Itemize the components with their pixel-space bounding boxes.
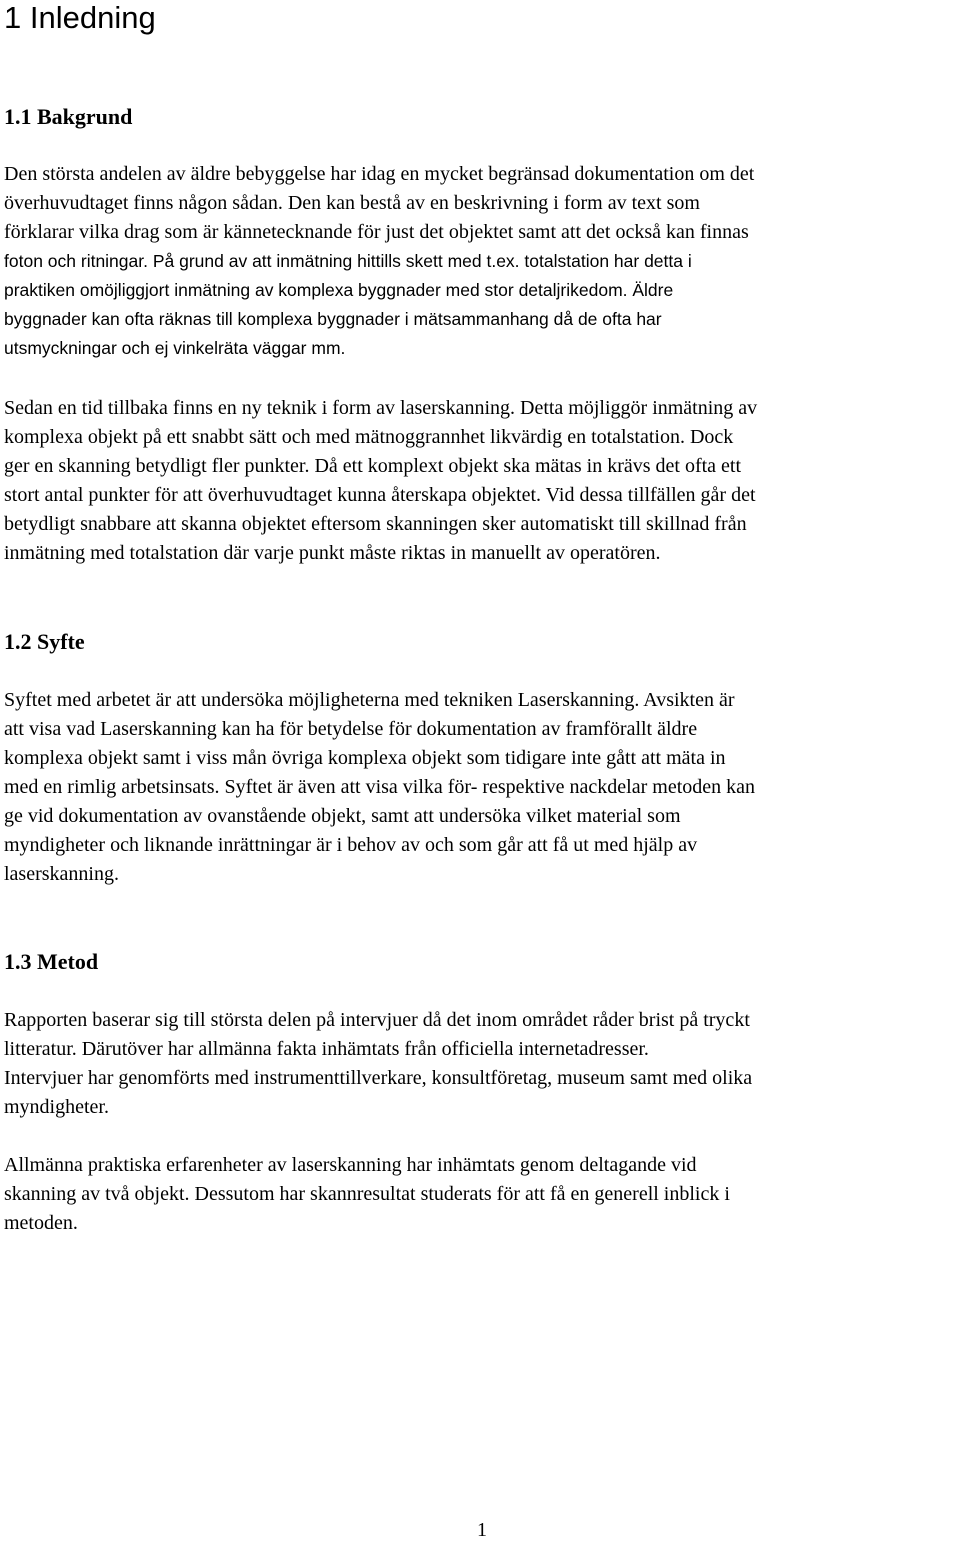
text-line: litteratur. Därutöver har allmänna fakta inhämtats från officiella internetadresser. bbox=[4, 1038, 649, 1060]
text-line: laserskanning. bbox=[4, 863, 119, 885]
text-line: inmätning med totalstation där varje punkt måste riktas in manuellt av operatören. bbox=[4, 542, 661, 564]
section-heading-metod: 1.3 Metod bbox=[4, 949, 99, 974]
paragraph-metod-2 bbox=[4, 1151, 960, 1238]
paragraph-bakgrund-1 bbox=[4, 160, 960, 363]
text-line: byggnader kan ofta räknas till komplexa byggnader i mätsammanhang då de ofta har bbox=[4, 309, 662, 329]
text-line: Den största andelen av äldre bebyggelse har idag en mycket begränsad dokumentation om det bbox=[4, 163, 755, 185]
text-line: myndigheter. bbox=[4, 1096, 109, 1118]
text-line: förklarar vilka drag som är kännetecknande för just det objektet samt att det också kan finnas bbox=[4, 221, 749, 243]
chapter-heading: 1 Inledning bbox=[4, 0, 156, 35]
text-line: ge vid dokumentation av ovanstående objekt, samt att undersöka vilket material som bbox=[4, 805, 681, 827]
text-line: betydligt snabbare att skanna objektet eftersom skanningen sker automatiskt till skillnad från bbox=[4, 513, 747, 535]
section-heading-bakgrund: 1.1 Bakgrund bbox=[4, 104, 133, 129]
text-line: metoden. bbox=[4, 1212, 78, 1234]
text-line: Rapporten baserar sig till största delen på intervjuer då det inom området råder brist på tryckt bbox=[4, 1009, 750, 1031]
text-line: foton och ritningar. På grund av att inmätning hittills skett med t.ex. totalstation har detta i bbox=[4, 251, 692, 271]
section-heading-syfte: 1.2 Syfte bbox=[4, 629, 85, 654]
text-line: Intervjuer har genomförts med instrumenttillverkare, konsultföretag, museum samt med olika bbox=[4, 1067, 753, 1089]
text-line: Syftet med arbetet är att undersöka möjligheterna med tekniken Laserskanning. Avsikten är bbox=[4, 689, 735, 711]
paragraph-metod-1 bbox=[4, 1006, 960, 1122]
text-line: Sedan en tid tillbaka finns en ny teknik i form av laserskanning. Detta möjliggör inmätning av bbox=[4, 397, 758, 419]
text-line: utsmyckningar och ej vinkelräta väggar mm. bbox=[4, 338, 346, 358]
text-line: Allmänna praktiska erfarenheter av laserskanning har inhämtats genom deltagande vid bbox=[4, 1154, 697, 1176]
text-line: komplexa objekt samt i viss mån övriga komplexa objekt som tidigare inte gått att mäta in bbox=[4, 747, 726, 769]
page-number: 1 bbox=[477, 1519, 487, 1541]
text-line: överhuvudtaget finns någon sådan. Den kan bestå av en beskrivning i form av text som bbox=[4, 192, 700, 214]
paragraph-bakgrund-2 bbox=[4, 394, 960, 568]
text-line: komplexa objekt på ett snabbt sätt och med mätnoggrannhet likvärdig en totalstation. Dock bbox=[4, 426, 734, 448]
text-line: med en rimlig arbetsinsats. Syftet är även att visa vilka för- respektive nackdelar metoden kan bbox=[4, 776, 756, 798]
text-line: praktiken omöjliggjort inmätning av komplexa byggnader med stor detaljrikedom. Äldre bbox=[4, 280, 674, 300]
text-line: ger en skanning betydligt fler punkter. Då ett komplext objekt ska mätas in krävs det ofta ett bbox=[4, 455, 742, 477]
text-line: stort antal punkter för att överhuvudtaget kunna återskapa objektet. Vid dessa tillfällen går det bbox=[4, 484, 756, 506]
text-line: myndigheter och liknande inrättningar är i behov av och som går att få ut med hjälp av bbox=[4, 834, 698, 856]
text-line: skanning av två objekt. Dessutom har skannresultat studerats för att få en generell inblick i bbox=[4, 1183, 730, 1205]
text-line: att visa vad Laserskanning kan ha för betydelse för dokumentation av framförallt äldre bbox=[4, 718, 698, 740]
paragraph-syfte bbox=[4, 686, 960, 889]
